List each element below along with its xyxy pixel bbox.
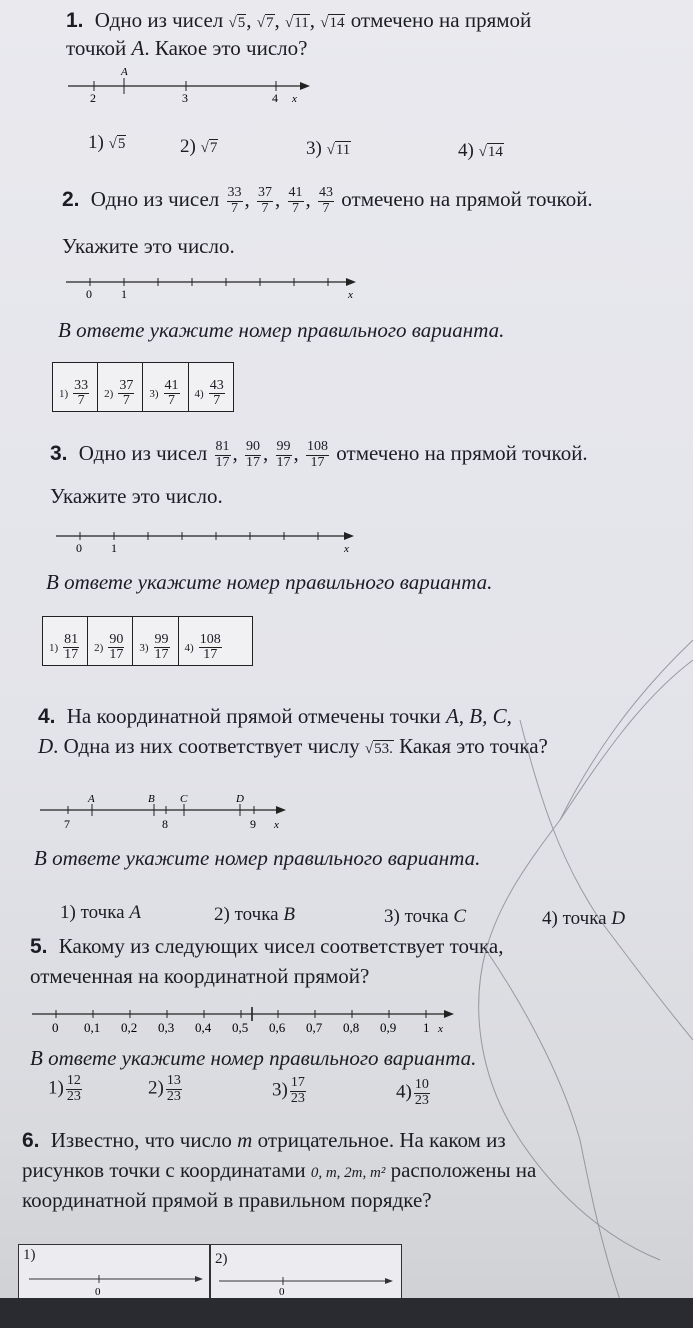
q1-option-1[interactable]: 1) √5: [88, 132, 126, 153]
q6-line3: координатной прямой в правильном порядке?: [22, 1188, 432, 1212]
q1-option-3[interactable]: 3) √11: [306, 138, 351, 159]
q1-text-a: Одно из чисел: [94, 8, 224, 32]
q4-option-3[interactable]: 3) точка C: [384, 906, 467, 927]
q1-text-c: точкой: [66, 36, 127, 60]
q2-cell-1[interactable]: 1) $\frac{33}{7}$: [53, 363, 98, 412]
q1-root-3: √11: [285, 15, 309, 31]
q3-axis-x: x: [344, 543, 349, 555]
q3-frac-4: $\frac{108}{17}$: [307, 439, 329, 470]
q1-root-1: √5: [228, 15, 246, 31]
svg-text:C: C: [180, 793, 188, 805]
q3-frac-1: $\frac{81}{17}$: [215, 439, 230, 470]
q2-tick-1: 1: [121, 287, 127, 301]
q1-number: 1.: [66, 9, 84, 32]
q3-cell-2[interactable]: 2) $\frac{90}{17}$: [88, 617, 133, 666]
q1-point-label: A: [131, 36, 145, 60]
q2-frac-3: $\frac{41}{7}$: [288, 185, 303, 216]
q1-root-4: √14: [320, 15, 345, 31]
q2-frac-4: $\frac{43}{7}$: [319, 185, 334, 216]
svg-text:1: 1: [423, 1020, 430, 1035]
q4-points: A, B, C,: [445, 704, 512, 728]
q5-instruction: В ответе укажите номер правильного варианта.: [30, 1046, 477, 1070]
svg-text:8: 8: [162, 817, 168, 831]
q2-frac-1: $\frac{33}{7}$: [227, 185, 242, 216]
svg-text:0: 0: [52, 1020, 59, 1035]
svg-text:9: 9: [250, 817, 256, 831]
q4-option-1[interactable]: 1) точка A: [60, 902, 141, 923]
svg-text:0,3: 0,3: [158, 1020, 175, 1035]
q2-axis-x: x: [348, 289, 353, 301]
q5-option-1[interactable]: 1) $\frac{12}{23}$: [48, 1073, 81, 1104]
point-a-label: A: [121, 66, 128, 78]
q3-tick-0: 0: [76, 541, 82, 555]
q2-line1: 2. Одно из чисел $\frac{33}{7}$ , $\frac{37}{7}$ , $\frac{41}{7}$ , $\frac{43}{7}$ отмечено на прямой точкой.: [62, 185, 593, 216]
q2-line2: Укажите это число.: [62, 234, 235, 258]
svg-text:0,4: 0,4: [195, 1020, 212, 1035]
q3-tick-1: 1: [111, 541, 117, 555]
q3-frac-2: $\frac{90}{17}$: [246, 439, 261, 470]
svg-text:x: x: [274, 819, 279, 831]
q3-frac-3: $\frac{99}{17}$: [276, 439, 291, 470]
q3-number: 3.: [50, 442, 68, 465]
q4-text-1: На координатной прямой отмечены точки: [66, 704, 441, 728]
svg-text:x: x: [438, 1023, 443, 1035]
svg-text:D: D: [236, 793, 244, 805]
q6-fig2-label[interactable]: 2): [215, 1251, 228, 1267]
svg-text:0: 0: [95, 1286, 101, 1297]
svg-text:0,8: 0,8: [343, 1020, 360, 1035]
tick-label-4: 4: [272, 91, 278, 105]
q3-cell-1[interactable]: 1) $\frac{81}{17}$: [43, 617, 88, 666]
q4-instruction: В ответе укажите номер правильного варианта.: [34, 846, 481, 870]
q5-option-4[interactable]: 4) $\frac{10}{23}$: [396, 1077, 429, 1108]
svg-text:0,5: 0,5: [232, 1020, 249, 1035]
axis-x-label: x: [292, 93, 297, 105]
q4-number: 4.: [38, 705, 56, 728]
svg-text:0,6: 0,6: [269, 1020, 286, 1035]
q5-line2: отмеченная на координатной прямой?: [30, 964, 370, 988]
q4-line2: D. Одна из них соответствует числу √53. Какая это точка?: [38, 734, 548, 758]
svg-text:0: 0: [279, 1286, 285, 1297]
q2-cell-4[interactable]: 4) $\frac{43}{7}$: [188, 363, 233, 412]
tick-label-2: 2: [90, 91, 96, 105]
q2-frac-2: $\frac{37}{7}$: [258, 185, 273, 216]
svg-text:7: 7: [64, 817, 70, 831]
q5-line1: 5. Какому из следующих чисел соответствует точка,: [30, 934, 504, 958]
q4-option-4[interactable]: 4) точка D: [542, 908, 626, 929]
q2-text-a: Одно из чисел: [90, 187, 220, 211]
q1-text-d: . Какое это число?: [144, 36, 308, 60]
q2-text-b: отмечено на прямой точкой.: [341, 187, 593, 211]
tick-label-3: 3: [182, 91, 188, 105]
svg-text:0,9: 0,9: [380, 1020, 397, 1035]
q6-number: 6.: [22, 1129, 40, 1152]
q3-line1: 3. Одно из чисел $\frac{81}{17}$ , $\frac{90}{17}$ , $\frac{99}{17}$ , $\frac{108}{17}$ отмечено на прямой точкой.: [50, 439, 588, 470]
q3-instruction: В ответе укажите номер правильного варианта.: [46, 570, 493, 594]
screen-bezel: [0, 1298, 693, 1328]
q3-cell-4[interactable]: 4) $\frac{108}{17}$: [178, 617, 252, 666]
svg-text:A: A: [88, 793, 95, 805]
svg-text:0,2: 0,2: [121, 1020, 138, 1035]
q5-number: 5.: [30, 935, 48, 958]
q2-tick-0: 0: [86, 287, 92, 301]
q3-line2: Укажите это число.: [50, 484, 223, 508]
q5-option-3[interactable]: 3) $\frac{17}{23}$: [272, 1075, 305, 1106]
q3-cell-3[interactable]: 3) $\frac{99}{17}$: [133, 617, 178, 666]
q1-line1: 1. Одно из чисел √5, √7, √11, √14 отмечено на прямой: [66, 8, 532, 32]
q1-root-2: √7: [256, 15, 274, 31]
q6-line2: рисунков точки с координатами 0, m, 2m, m² расположены на: [22, 1158, 537, 1182]
q3-text-b: отмечено на прямой точкой.: [336, 441, 588, 465]
q6-fig1-label[interactable]: 1): [23, 1247, 36, 1263]
q2-cell-3[interactable]: 3) $\frac{41}{7}$: [143, 363, 188, 412]
q4-option-2[interactable]: 2) точка B: [214, 904, 295, 925]
svg-text:B: B: [148, 793, 155, 805]
q1-option-2[interactable]: 2) √7: [180, 136, 218, 157]
svg-text:0,7: 0,7: [306, 1020, 323, 1035]
q1-text-b: отмечено на прямой: [350, 8, 532, 32]
q1-option-4[interactable]: 4) √14: [458, 140, 503, 161]
q5-option-2[interactable]: 2) $\frac{13}{23}$: [148, 1073, 181, 1104]
q3-text-a: Одно из чисел: [78, 441, 208, 465]
q6-line1: 6. Известно, что число m отрицательное. На каком из: [22, 1128, 506, 1152]
q6-coordinates: 0, m, 2m, m²: [310, 1165, 386, 1181]
q4-root: √53.: [364, 741, 393, 757]
svg-text:0,1: 0,1: [84, 1020, 101, 1035]
q2-instruction: В ответе укажите номер правильного варианта.: [58, 318, 505, 342]
q2-cell-2[interactable]: 2) $\frac{37}{7}$: [98, 363, 143, 412]
q2-number: 2.: [62, 188, 80, 211]
